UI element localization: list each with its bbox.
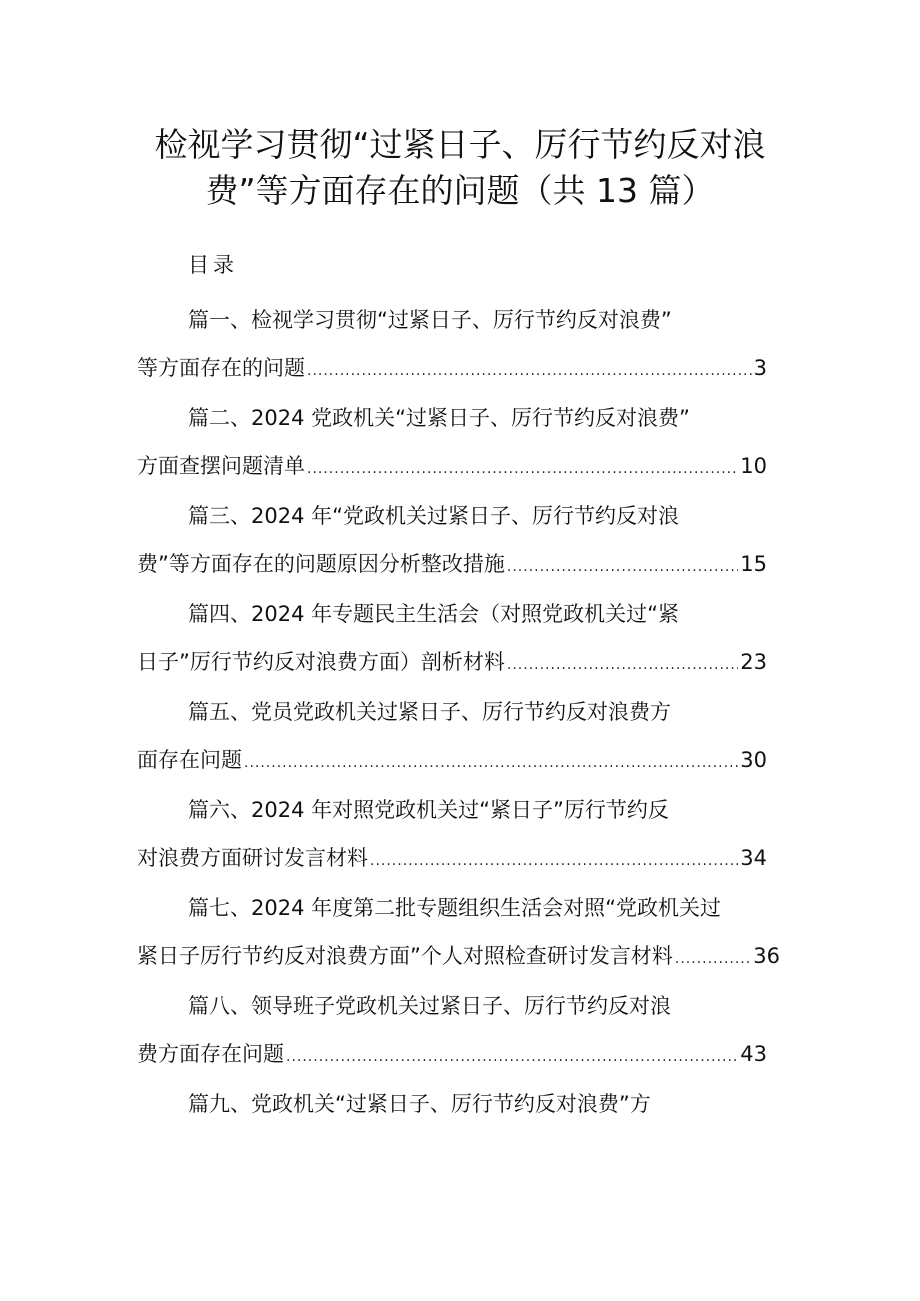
toc-entry-4-line-2	[137, 647, 767, 680]
toc-entry-7-line-2	[137, 941, 780, 974]
dot-leader	[286, 1042, 738, 1072]
toc-entry-2-line-1: 篇二、2024 党政机关“过紧日子、厉行节约反对浪费”	[188, 406, 690, 430]
toc-entry-text: 紧日子厉行节约反对浪费方面”个人对照检查研讨发言材料	[137, 944, 673, 968]
toc-entry-9-line-1: 篇九、党政机关“过紧日子、厉行节约反对浪费”方	[188, 1092, 651, 1116]
dot-leader	[507, 650, 738, 680]
toc-entry-7-line-1: 篇七、2024 年度第二批专题组织生活会对照“党政机关过	[188, 896, 721, 920]
toc-entry-3-line-1: 篇三、2024 年“党政机关过紧日子、厉行节约反对浪	[188, 504, 679, 528]
toc-page-number: 30	[740, 748, 767, 772]
toc-entry-8-line-2	[137, 1039, 767, 1072]
toc-entry-text: 面存在问题	[137, 748, 242, 772]
toc-page-number: 23	[740, 650, 767, 674]
toc-entry-text: 对浪费方面研讨发言材料	[137, 846, 368, 870]
toc-entry-5-line-2	[137, 745, 767, 778]
dot-leader	[675, 944, 751, 974]
toc-entry-text: 费”等方面存在的问题原因分析整改措施	[137, 552, 505, 576]
dot-leader	[507, 552, 738, 582]
toc-entry-2-line-2	[137, 451, 767, 484]
dot-leader	[244, 748, 738, 778]
dot-leader	[307, 454, 738, 484]
toc-page-number: 34	[740, 846, 767, 870]
toc-entry-5-line-1: 篇五、党员党政机关过紧日子、厉行节约反对浪费方	[188, 700, 671, 724]
toc-entry-text: 等方面存在的问题	[137, 356, 305, 380]
dot-leader	[370, 846, 738, 876]
toc-page-number: 10	[740, 454, 767, 478]
document-title-line-2: 费”等方面存在的问题（共 13 篇）	[205, 171, 715, 210]
toc-entry-6-line-1: 篇六、2024 年对照党政机关过“紧日子”厉行节约反	[188, 798, 669, 822]
toc-page-number: 3	[753, 356, 767, 380]
toc-page-number: 15	[740, 552, 767, 576]
toc-entry-3-line-2	[137, 549, 767, 582]
toc-entry-text: 方面查摆问题清单	[137, 454, 305, 478]
toc-entry-text: 费方面存在问题	[137, 1042, 284, 1066]
toc-entry-text: 日子”厉行节约反对浪费方面）剖析材料	[137, 650, 505, 674]
toc-page-number: 36	[753, 944, 780, 968]
document-title-line-1: 检视学习贯彻“过紧日子、厉行节约反对浪	[154, 125, 766, 164]
dot-leader	[307, 356, 752, 386]
toc-entry-1-line-2	[137, 353, 767, 386]
toc-entry-8-line-1: 篇八、领导班子党政机关过紧日子、厉行节约反对浪	[188, 994, 671, 1018]
toc-entry-6-line-2	[137, 843, 767, 876]
toc-entry-1-line-1: 篇一、检视学习贯彻“过紧日子、厉行节约反对浪费”	[188, 308, 672, 332]
toc-page-number: 43	[740, 1042, 767, 1066]
toc-heading: 目录	[188, 253, 238, 277]
toc-entry-4-line-1: 篇四、2024 年专题民主生活会（对照党政机关过“紧	[188, 602, 679, 626]
